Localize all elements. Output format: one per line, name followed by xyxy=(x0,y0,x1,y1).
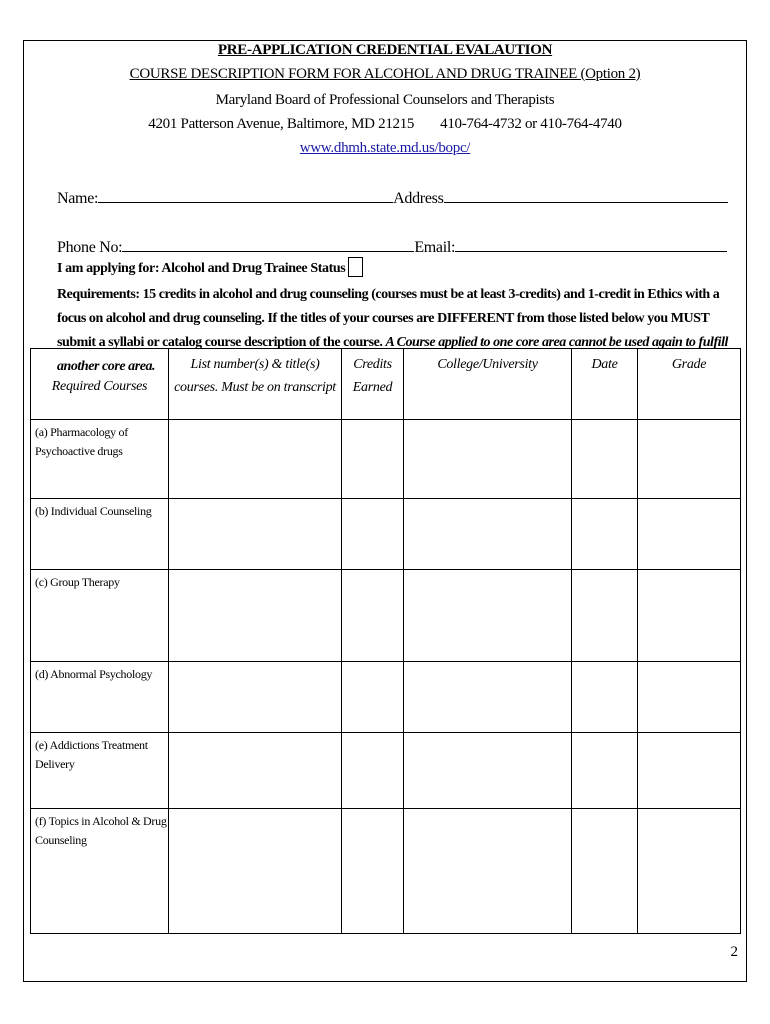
list-courses-cell[interactable] xyxy=(169,499,342,570)
credits-cell[interactable] xyxy=(342,420,404,499)
address-field[interactable] xyxy=(444,188,728,203)
date-cell[interactable] xyxy=(572,499,638,570)
date-cell[interactable] xyxy=(572,733,638,809)
date-cell[interactable] xyxy=(572,570,638,662)
grade-cell[interactable] xyxy=(638,662,741,733)
course-addictions-treatment: (e) Addictions Treatment Delivery xyxy=(31,733,169,809)
name-field[interactable] xyxy=(98,188,393,203)
requirements-text: Requirements: 15 credits in alcohol and drug counseling (courses must be at least 3-credits) and 1-credit in Ethics with a focus on alcohol and drug counseling. If the titles of your courses are DIFFERENT from those listed below you MUST submit a syllabi or catalog course description of the course. xyxy=(57,287,720,350)
email-field[interactable] xyxy=(455,237,727,252)
grade-cell[interactable] xyxy=(638,499,741,570)
table-row xyxy=(31,570,741,662)
course-pharmacology: (a) Pharmacology of Psychoactive drugs xyxy=(31,420,169,499)
phone-email-row xyxy=(57,237,727,257)
phone-field[interactable] xyxy=(122,237,414,252)
college-cell[interactable] xyxy=(404,733,572,809)
email-label: Email: xyxy=(414,239,456,256)
website-url[interactable]: www.dhmh.state.md.us/bopc/ xyxy=(299,140,471,156)
name-address-row xyxy=(57,188,728,208)
trainee-status-checkbox[interactable] xyxy=(348,257,363,277)
table-row xyxy=(31,809,741,934)
header-list-courses: List number(s) & title(s) courses. Must be on transcript xyxy=(169,349,342,420)
board-name: Maryland Board of Professional Counselors and Therapists xyxy=(215,92,555,108)
applying-for-text: I am applying for: Alcohol and Drug Trainee Status xyxy=(57,261,346,277)
header-date: Date xyxy=(572,349,638,420)
name-label: Name: xyxy=(57,190,99,207)
credits-cell[interactable] xyxy=(342,570,404,662)
course-topics-alcohol-drug: (f) Topics in Alcohol & Drug Counseling xyxy=(31,809,169,934)
header-grade: Grade xyxy=(638,349,741,420)
board-phones: 410-764-4732 or 410-764-4740 xyxy=(440,116,622,132)
date-cell[interactable] xyxy=(572,662,638,733)
date-cell[interactable] xyxy=(572,420,638,499)
list-courses-cell[interactable] xyxy=(169,809,342,934)
board-street: 4201 Patterson Avenue, Baltimore, MD 21215 xyxy=(148,116,415,132)
header-required-courses: Required Courses xyxy=(31,349,169,420)
credits-cell[interactable] xyxy=(342,499,404,570)
form-subtitle: COURSE DESCRIPTION FORM FOR ALCOHOL AND DRUG TRAINEE (Option 2) xyxy=(129,66,641,82)
credits-cell[interactable] xyxy=(342,662,404,733)
list-courses-cell[interactable] xyxy=(169,733,342,809)
header-credits-earned: Credits Earned xyxy=(342,349,404,420)
board-website-link[interactable] xyxy=(0,140,770,157)
college-cell[interactable] xyxy=(404,809,572,934)
form-title: PRE-APPLICATION CREDENTIAL EVALAUTION xyxy=(217,42,553,58)
list-courses-cell[interactable] xyxy=(169,570,342,662)
phone-label: Phone No: xyxy=(57,239,123,256)
course-group-therapy: (c) Group Therapy xyxy=(31,570,169,662)
course-table xyxy=(30,348,741,934)
date-cell[interactable] xyxy=(572,809,638,934)
list-courses-cell[interactable] xyxy=(169,420,342,499)
board-address xyxy=(0,116,770,133)
page-number: 2 xyxy=(730,944,738,960)
table-header-row xyxy=(31,349,741,420)
grade-cell[interactable] xyxy=(638,733,741,809)
college-cell[interactable] xyxy=(404,499,572,570)
table-row xyxy=(31,420,741,499)
college-cell[interactable] xyxy=(404,570,572,662)
grade-cell[interactable] xyxy=(638,809,741,934)
credits-cell[interactable] xyxy=(342,809,404,934)
course-abnormal-psychology: (d) Abnormal Psychology xyxy=(31,662,169,733)
list-courses-cell[interactable] xyxy=(169,662,342,733)
grade-cell[interactable] xyxy=(638,570,741,662)
college-cell[interactable] xyxy=(404,420,572,499)
header-college-university: College/University xyxy=(404,349,572,420)
table-row xyxy=(31,662,741,733)
requirements-note: A Course applied to one core area cannot be used again to fulfill another core area. xyxy=(57,335,728,374)
credits-cell[interactable] xyxy=(342,733,404,809)
table-row xyxy=(31,499,741,570)
college-cell[interactable] xyxy=(404,662,572,733)
applying-for-line xyxy=(57,259,363,279)
grade-cell[interactable] xyxy=(638,420,741,499)
course-individual-counseling: (b) Individual Counseling xyxy=(31,499,169,570)
address-label: Address xyxy=(393,190,444,207)
table-row xyxy=(31,733,741,809)
